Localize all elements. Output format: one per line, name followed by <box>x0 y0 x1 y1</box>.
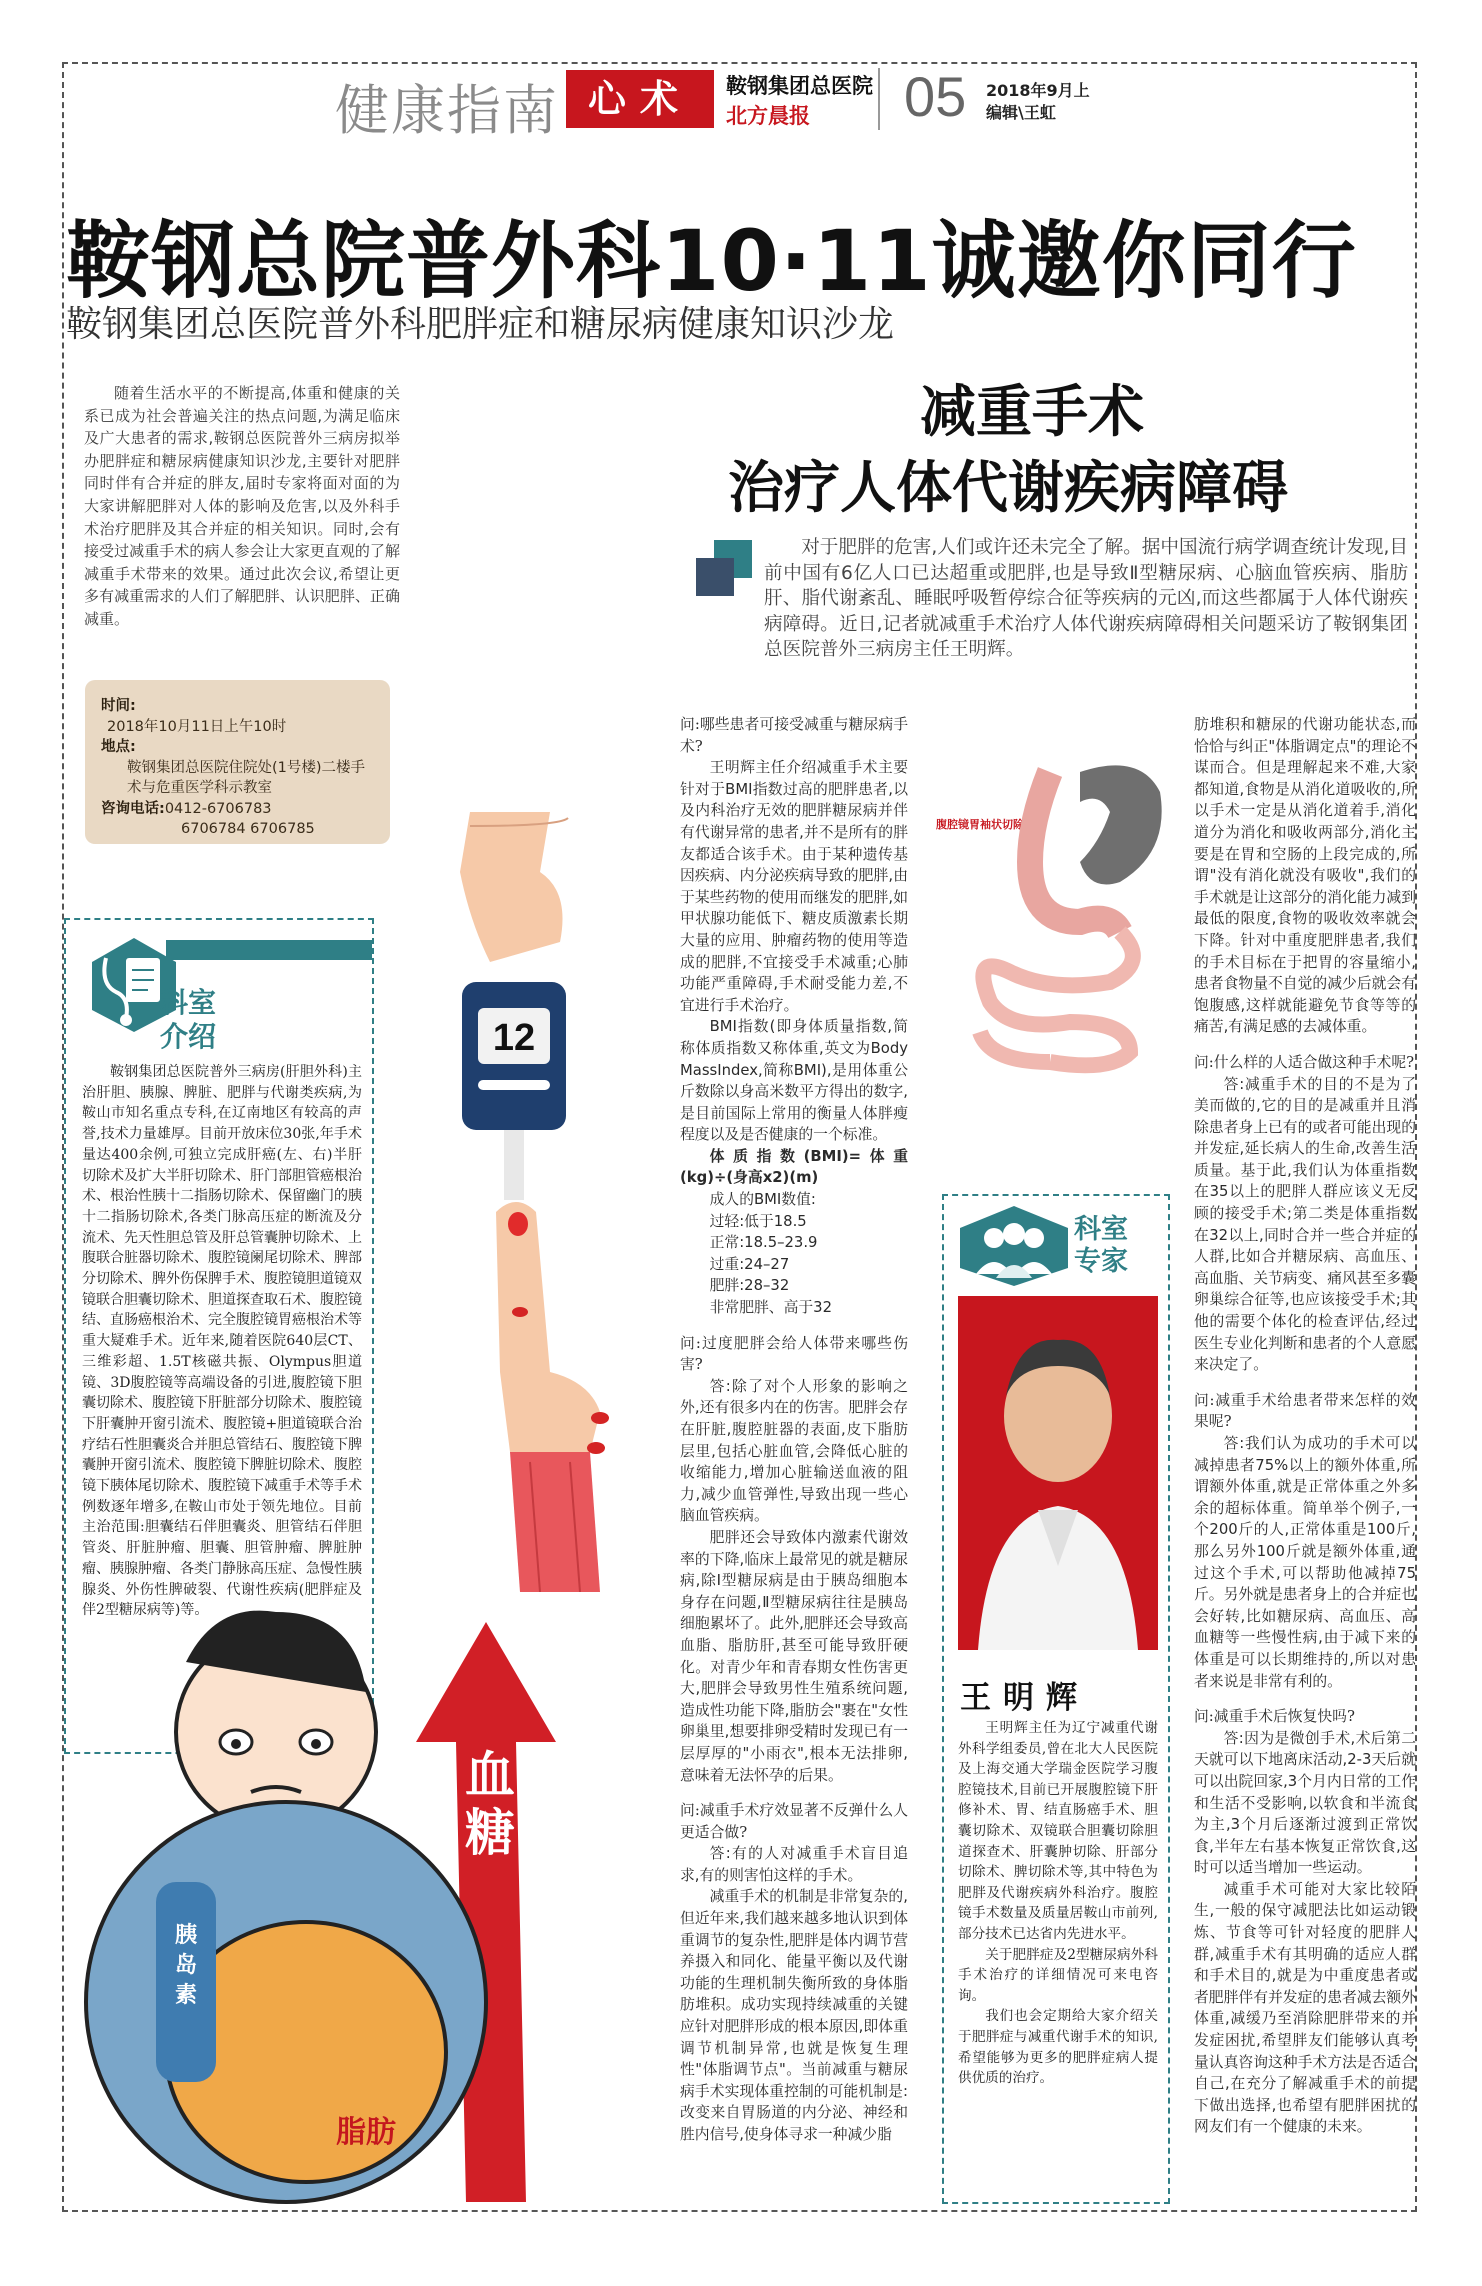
headline: 鞍钢总院普外科10·11诚邀你同行 <box>66 212 1357 310</box>
section-title-line-1: 减重手术 <box>920 380 1144 445</box>
event-phone-2: 6706784 6706785 <box>181 821 315 837</box>
arrow-label-char-1: 血 <box>465 1746 515 1804</box>
expert-title: 科室专家 <box>1074 1214 1128 1277</box>
event-phone-1: 0412-6706783 <box>164 800 272 817</box>
svg-text:素: 素 <box>174 1983 198 2008</box>
expert-name: 王明辉 <box>960 1680 1089 1716</box>
fat-label: 脂肪 <box>336 2115 396 2150</box>
dept-title-bar <box>166 940 372 960</box>
removed-stomach <box>1080 765 1162 884</box>
editor-credit: 编辑\王虹 <box>986 103 1056 122</box>
dept-intro-text: 鞍钢集团总医院普外三病房(肝胆外科)主治肝胆、胰腺、脾脏、肥胖与代谢类疾病,为鞍山市知名重点专科,在辽南地区有较高的声誉,技术力量雄厚。目前开放床位30张,年手术量达400余例,可独立完成肝癌(左、右)半肝切除术及扩大半肝切除术、肝门部胆管癌根治术、根治性胰十二指肠切除术、保留幽门的胰十二指肠切除术,各类门脉高压症的断流及分流术、先天性胆总管及肝总管囊肿切除术、上腹联合脏器切除术、腹腔镜阑尾切除术、脾部分切除术、脾外伤保脾手术、腹腔镜胆道镜双镜联合胆囊切除术、胆道探查取石术、腹腔镜结、直肠癌根治术、完全腹腔镜胃癌根治术等重大疑难手术。近年来,随着医院640层CT、三维彩超、1.5T核磁共振、Olympus胆道镜、3D腹腔镜等高端设备的引进,腹腔镜下胆囊切除术、腹腔镜下肝脏部分切除术、腹腔镜下肝囊肿开窗引流术、腹腔镜+胆道镜联合治疗结石性胆囊炎合并胆总管结石、腹腔镜下脾囊肿开窗引流术、腹腔镜下脾脏切除术、腹腔镜下胰体尾切除术、腹腔镜下减重手术等手术例数逐年增多,在鞍山市处于领先地位。目前主治范围:胆囊结石伴胆囊炎、胆管结石伴胆管炎、肝脏肿瘤、胆囊、胆管肿瘤、脾脏肿瘤、胰腺肿瘤、各类门静脉高压症、急慢性胰腺炎、外伤性脾破裂、代谢性疾病(肥胖症及伴2型糖尿病等)等。 <box>82 1064 362 1619</box>
event-time-label: 时间: <box>101 698 136 714</box>
glucometer-reading: 12 <box>492 1017 536 1059</box>
bmi-item: 过重:24–27 <box>709 1255 790 1273</box>
sleeve <box>510 1452 600 1592</box>
expert-box <box>942 1194 1170 2204</box>
expert-bio-1: 王明辉主任为辽宁减重代谢外科学组委员,曾在北大人民医院及上海交通大学瑞金医院学习腹腔镜技术,目前已开展腹腔镜下肝修补术、胃、结直肠癌手术、胆囊切除术、双镜联合胆囊切除胆道探查术、肝囊肿切除、肝部分切除术、脾切除术等,其中特色为肥胖及代谢疾病外科治疗。腹腔镜手术数量及质量居鞍山市前列,部分技术已达省内先进水平。 <box>958 1720 1158 1942</box>
arrow-label-char-2: 糖 <box>465 1804 515 1862</box>
expert-bio-2: 关于肥胖症及2型糖尿病外科手术治疗的详细情况可来电咨询。 <box>958 1946 1158 2004</box>
issue-date: 2018年9月上 <box>986 81 1090 100</box>
answer-3b: 减重手术的机制是非常复杂的,但近年来,我们越来越多地认识到体重调节的复杂性,肥胖是体内调节营养摄入和同化、能量平衡以及代谢功能的生理机制失衡所致的身体脂肪堆积。成功实现持续减重的关键应针对肥胖形成的根本原因,即体重调节机制异常,也就是恢复生理性"体脂调节点"。当前减重与糖尿病手术实现体重控制的可能机制是:改变来自胃肠道的内分泌、神经和胜内信号,使身体寻求一种减少脂 <box>680 1888 908 2143</box>
section-name: 健康指南 <box>335 79 559 142</box>
bmi-item: 正常:18.5–23.9 <box>709 1234 818 1252</box>
intestine <box>983 932 1133 1065</box>
bmi-item: 非常肥胖、高于32 <box>709 1299 833 1317</box>
question-6: 问:减重手术后恢复快吗? <box>1194 1708 1355 1726</box>
section-title-line-2: 治疗人体代谢疾病障碍 <box>728 456 1288 521</box>
event-place: 鞍钢集团总医院住院处(1号楼)二楼手术与危重医学科示教室 <box>127 759 366 796</box>
answer-2: 答:除了对个人形象的影响之外,还有很多内在的伤害。肥胖会存在肝脏,腹腔脏器的表面,皮下脂肪层里,包括心脏血管,会降低心脏的收缩能力,增加心脏输送血液的阻力,减少血管弹性,导致出现一些心脑血管疾病。 <box>680 1377 908 1525</box>
hospital-name: 鞍钢集团总医院 <box>726 74 873 98</box>
svg-text:胰: 胰 <box>174 1923 198 1948</box>
test-strip <box>504 1130 524 1200</box>
event-phone-label: 咨询电话: <box>101 800 165 817</box>
dept-title: 科室介绍 <box>160 986 217 1053</box>
stomach-label: 腹腔镜胃袖状切除术 <box>936 818 1035 831</box>
svg-text:岛: 岛 <box>174 1953 198 1978</box>
answer-2b: 肥胖还会导致体内激素代谢效率的下降,临床上最常见的就是糖尿病,除Ⅰ型糖尿病是由于胰岛细胞本身存在问题,Ⅱ型糖尿病往往是胰岛细胞累坏了。此外,肥胖还会导致高血脂、脂肪肝,甚至可能导致肝硬化。对青少年和青春期女性伤害更大,肥胖会导致男性生殖系统问题,造成性功能下降,脂肪会"裹在"女性卵巢里,想要排卵受精时发现已有一层厚厚的"小雨衣",根本无法排卵,意味着无法怀孕的后果。 <box>680 1528 908 1784</box>
expert-bio <box>958 1718 1158 2089</box>
event-time: 2018年10月11日上午10时 <box>107 718 287 735</box>
subheadline: 鞍钢集团总医院普外科肥胖症和糖尿病健康知识沙龙 <box>66 304 895 345</box>
bmi-item: 肥胖:28–32 <box>709 1277 790 1295</box>
stomach-diagram <box>930 732 1178 1082</box>
event-info-box <box>85 680 390 844</box>
answer-3: 答:有的人对减重手术盲目追求,有的则害怕这样的手术。 <box>680 1845 908 1884</box>
answer-1: 王明辉主任介绍减重手术主要针对于BMI指数过高的肥胖患者,以及内科治疗无效的肥胖糖尿病并伴有代谢异常的患者,并不是所有的胖友都适合该手术。由于某种遗传基因疾病、内分泌疾病导致的肥胖,由于某些药物的使用而继发的肥胖,如甲状腺功能低下、糖皮质激素长期大量的应用、肿瘤药物的使用等造成的肥胖,不宜接受手术减重;心肺功能严重障碍,手术耐受能力差,不宜进行手术治疗。 <box>680 759 908 1014</box>
insulin-bottle <box>156 1882 216 2082</box>
question-3: 问:减重手术疗效显著不反弹什么人更适合做? <box>680 1802 908 1841</box>
obesity-cartoon-illustration <box>66 1582 686 2212</box>
col3-continuation: 肪堆积和糖尿的代谢功能状态,而恰恰与纠正"体脂调定点"的理论不谋而合。但是理解起来不难,大家都知道,食物是从消化道吸收的,所以手术一定是从消化道着手,消化道分为消化和吸收两部分,消化主要是在胃和空肠的上段完成的,所谓"没有消化就没有吸收",我们的手术就是让这部分的消化能力减到最低的限度,食物的吸收效率就会下降。针对中重度肥胖患者,我们的手术目标在于把胃的容量缩小,患者食物量不自觉的减少后就会有饱腹感,这样就能避免节食等等的痛苦,有满足感的去减体重。 <box>1194 716 1416 1036</box>
doctors-icon <box>954 1204 1074 1288</box>
question-1: 问:哪些患者可接受减重与糖尿病手术? <box>680 716 908 755</box>
newspaper-name: 北方晨报 <box>726 103 810 128</box>
page-number: 05 <box>904 65 967 128</box>
lower-hand <box>496 1202 600 1472</box>
bmi-intro: 成人的BMI数值: <box>709 1191 816 1209</box>
column-logo: 心术 <box>566 70 714 128</box>
answer-6: 答:因为是微创手术,术后第二天就可以下地离床活动,2-3天后就可以出院回家,3个月内日常的工作和生活不受影响,以软食和半流食为主,3个月后逐渐过渡到正常饮食,半年左右基本恢复正常饮食,这时可以适当增加一些运动。 <box>1194 1729 1416 1877</box>
intro-paragraph: 随着生活水平的不断提高,体重和健康的关系已成为社会普遍关注的热点问题,为满足临床及广大患者的需求,鞍钢总医院普外三病房拟举办肥胖症和糖尿病健康知识沙龙,主要针对肥胖同时伴有合并症的胖友,届时专家将面对面的为大家讲解肥胖对人体的影响及危害,以及外科手术治疗肥胖及其合并症的相关知识。同时,会有接受过减重手术的病人参会让大家更直观的了解减重手术带来的效果。通过此次会议,希望让更多有减重需求的人们了解肥胖、认识肥胖、正确减重。 <box>84 384 400 628</box>
question-5: 问:减重手术给患者带来怎样的效果呢? <box>1194 1391 1416 1431</box>
event-place-label: 地点: <box>101 739 136 755</box>
bmi-list <box>680 1189 908 1319</box>
question-4: 问:什么样的人适合做这种手术呢? <box>1194 1053 1415 1071</box>
glucometer-hand-illustration <box>400 812 660 1592</box>
masthead-divider <box>878 68 880 130</box>
answer-5: 答:我们认为成功的手术可以减掉患者75%以上的额外体重,所谓额外体重,就是正常体重之外多余的超标体重。简单举个例子,一个200斤的人,正常体重是100斤,那么另外100斤就是额外体重,通过这个手术,可以帮助他减掉75斤。另外就是患者身上的合并症也会好转,比如糖尿病、高血压、高血糖等一些慢性病,由于减下来的体重是可以长期维持的,所以对患者来说是非常有利的。 <box>1194 1435 1416 1690</box>
section-marker-icon <box>696 540 752 596</box>
blood-drop <box>508 1212 528 1236</box>
glucometer-button <box>478 1080 550 1090</box>
article-column-1 <box>680 714 908 2146</box>
answer-6b: 减重手术可能对大家比较陌生,一般的保守减肥法比如运动锻炼、节食等可针对轻度的肥胖人群,减重手术有其明确的适应人群和手术目的,就是为中重度患者或者肥胖伴有并发症的患者减去额外体重,减缓乃至消除肥胖带来的并发症困扰,希望胖友们能够认真考量认真咨询这种手术方法是否适合自己,在充分了解减重手术的前提下做出选择,也希望有肥胖困扰的网友们有一个健康的未来。 <box>1194 1880 1416 2136</box>
section-lead: 对于肥胖的危害,人们或许还未完全了解。据中国流行病学调查统计发现,目前中国有6亿人口已达超重或肥胖,也是导致Ⅱ型糖尿病、心脑血管疾病、脂肪肝、脂代谢紊乱、睡眠呼吸暂停综合征等疾病的元凶,而这些都属于人体代谢疾病障碍。近日,记者就减重手术治疗人体代谢疾病障碍相关问题采访了鞍钢集团总医院普外三病房主任王明辉。 <box>764 537 1409 661</box>
answer-1b: BMI指数(即身体质量指数,简称体质指数又称体重,英文为Body MassIndex,简称BMI),是用体重公斤数除以身高米数平方得出的数字,是目前国际上常用的衡量人体胖瘦程度以及是否健康的一个标准。 <box>680 1018 908 1144</box>
answer-4: 答:减重手术的目的不是为了美而做的,它的目的是减重并且消除患者身上已有的或者可能出现的并发症,延长病人的生命,改善生活质量。基于此,我们认为体重指数在35以上的肥胖人群应该义无反顾的接受手术;第二类是体重指数在32以上,同时合并一些合并症的人群,比如合并糖尿病、高血压、高血脂、关节病变、痛风甚至多囊卵巢综合征等,也应该接受手术;其他的需要个体化的检查评估,经过医生专业化判断和患者的个人意愿来决定了。 <box>1194 1075 1416 1374</box>
expert-bio-3: 我们也会定期给大家介绍关于肥胖症与减重代谢手术的知识,希望能够为更多的肥胖症病人提供优质的治疗。 <box>958 2008 1158 2087</box>
bmi-item: 过轻:低于18.5 <box>709 1212 807 1230</box>
expert-photo <box>958 1296 1158 1650</box>
upper-hand <box>460 812 563 962</box>
bmi-formula: 体质指数(BMI)=体重(kg)÷(身高x2)(m) <box>680 1147 908 1187</box>
question-2: 问:过度肥胖会给人体带来哪些伤害? <box>680 1334 908 1374</box>
article-column-3 <box>1194 714 1416 2214</box>
